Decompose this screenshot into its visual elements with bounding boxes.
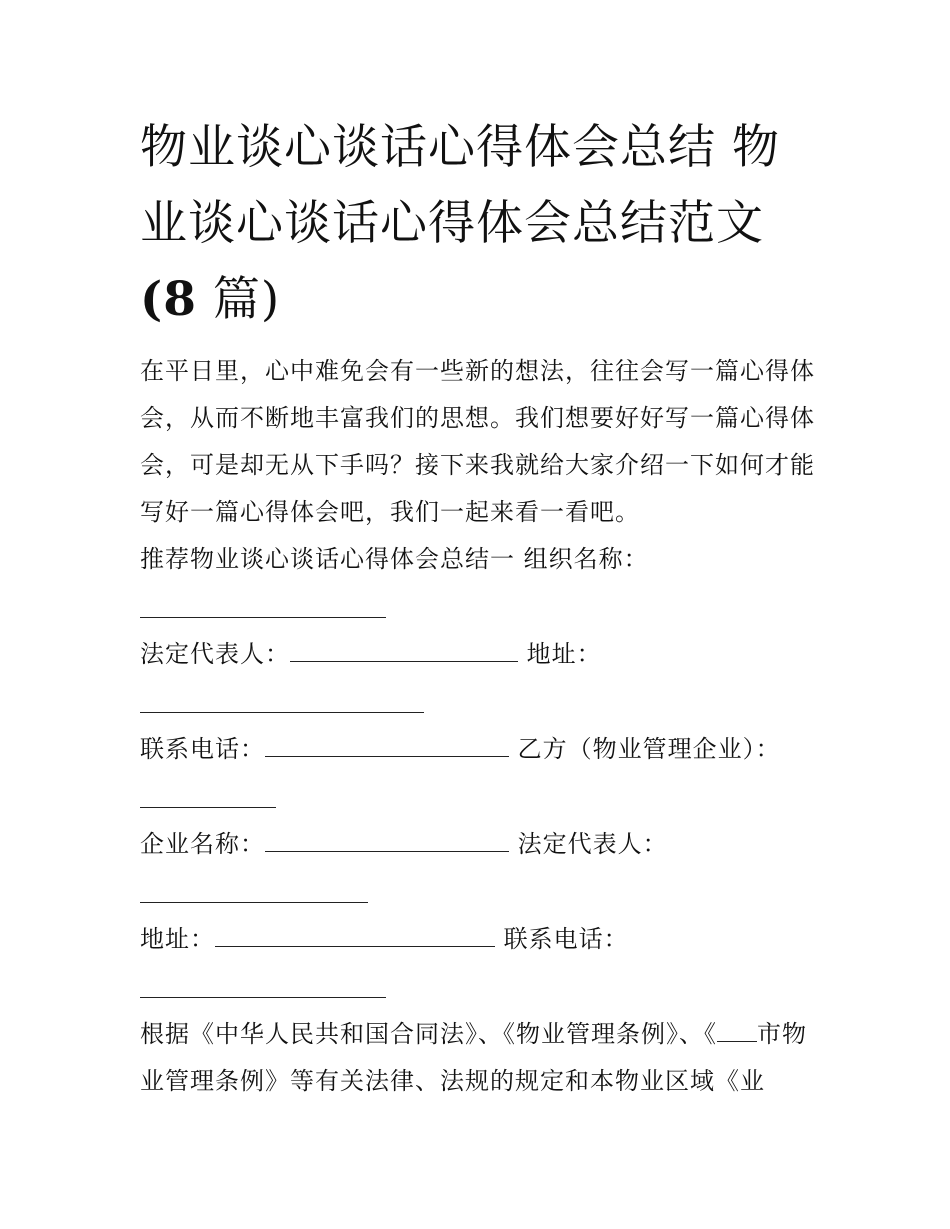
law-paragraph-part2: 市物业管理条例》等有关法律、法规的规定和本物业区域《业 [140, 1020, 807, 1095]
party-b-blank [140, 773, 276, 808]
org-name-blank [140, 583, 386, 618]
legal-rep-row [140, 631, 820, 678]
title-line-1: 物业谈心谈话心得体会总结 物 [140, 120, 780, 175]
party-b-label: 乙方（物业管理企业）： [517, 735, 781, 763]
company-name-label: 企业名称： [140, 830, 265, 858]
company-name-blank [265, 831, 509, 852]
phone-2-blank [140, 963, 386, 998]
phone-label: 联系电话： [140, 735, 265, 763]
section-heading [140, 536, 820, 583]
document-title [140, 110, 820, 338]
address-blank [140, 678, 424, 713]
legal-rep-2-blank [140, 868, 368, 903]
title-line-2: 业谈心谈话心得体会总结范文 [140, 196, 764, 251]
law-paragraph-part1: 根据《中华人民共和国合同法》、《物业管理条例》、《 [140, 1020, 717, 1048]
document-body [140, 110, 820, 1105]
address-2-blank [215, 926, 495, 947]
legal-rep-label: 法定代表人： [140, 640, 290, 668]
intro-paragraph: 在平日里，心中难免会有一些新的想法，往往会写一篇心得体会，从而不断地丰富我们的思想。我们想要好好写一篇心得体会，可是却无从下手吗？接下来我就给大家介绍一下如何才能写好一篇心得体会吧，我们一起来看一看吧。 [140, 357, 815, 526]
phone-row [140, 726, 820, 773]
company-name-row [140, 821, 820, 868]
address-label-2: 地址： [140, 925, 215, 953]
title-count-suffix: 篇) [196, 272, 281, 327]
law-paragraph [140, 1011, 820, 1105]
address-row-2 [140, 916, 820, 963]
title-count: (8 [140, 272, 197, 327]
address-label: 地址： [526, 640, 602, 668]
phone-label-2: 联系电话： [503, 925, 629, 953]
legal-rep-blank [290, 641, 518, 662]
phone-blank [265, 736, 509, 757]
section-heading-text: 推荐物业谈心谈话心得体会总结一 组织名称： [140, 545, 649, 573]
city-blank [717, 1021, 757, 1042]
legal-rep-label-2: 法定代表人： [517, 830, 668, 858]
